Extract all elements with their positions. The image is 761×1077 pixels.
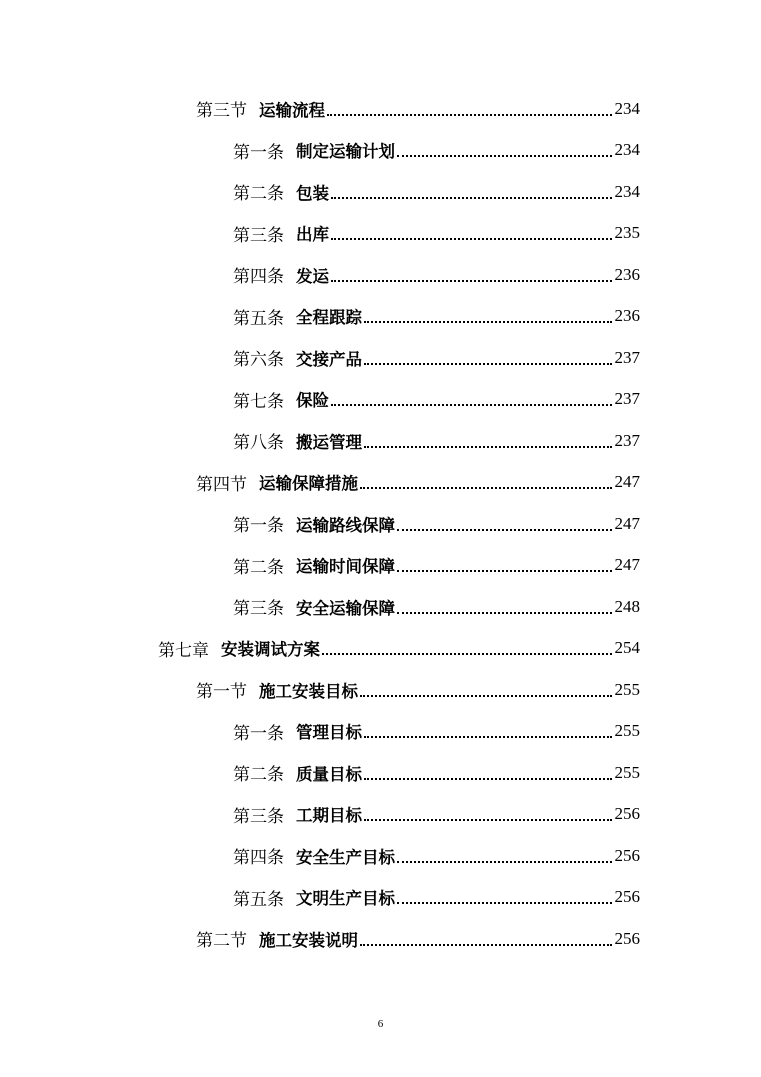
toc-entry-page: 237 [614,389,640,409]
toc-entry-page: 254 [614,638,640,658]
toc-entry-page: 234 [614,140,640,160]
toc-entry-page: 234 [614,181,640,201]
toc-entry[interactable] [0,794,640,836]
toc-dot-leader [364,363,612,365]
toc-dot-leader [331,197,612,199]
toc-entry-title: 施工安装目标 [259,681,358,701]
toc-entry[interactable] [0,130,640,172]
page-number: 6 [377,1018,384,1030]
toc-entry-number: 第一条 [233,142,284,162]
toc-entry-title: 运输保障措施 [259,474,358,494]
toc-entry[interactable] [0,462,640,504]
toc-dot-leader [360,695,612,697]
toc-entry-number: 第五条 [233,308,284,328]
toc-entry[interactable] [0,171,640,213]
toc-entry-page: 234 [614,98,640,118]
toc-entry-title: 出库 [296,225,329,245]
toc-entry-page: 256 [614,887,640,907]
toc-dot-leader [364,819,612,821]
toc-entry-title: 制定运输计划 [296,142,395,162]
toc-entry-number: 第三条 [233,599,284,619]
toc-entry[interactable] [0,835,640,877]
toc-entry-title: 安全生产目标 [296,847,395,867]
toc-entry[interactable] [0,545,640,587]
toc-entry[interactable] [0,337,640,379]
toc-entry-number: 第四条 [233,267,284,287]
toc-entry-number: 第一条 [233,516,284,536]
toc-entry-title: 包装 [296,183,329,203]
toc-entry-title: 运输时间保障 [296,557,395,577]
toc-entry-title: 质量目标 [296,764,362,784]
toc-dot-leader [360,487,612,489]
toc-dot-leader [331,404,612,406]
toc-entry-number: 第六条 [233,350,284,370]
toc-entry-title: 交接产品 [296,349,362,369]
toc-entry-number: 第二节 [196,931,247,951]
toc-dot-leader [397,529,612,531]
toc-entry[interactable] [0,711,640,753]
toc-dot-leader [364,778,612,780]
toc-entry-title: 管理目标 [296,723,362,743]
toc-entry-title: 安装调试方案 [221,640,320,660]
toc-entry-page: 255 [614,679,640,699]
toc-entry-number: 第八条 [233,433,284,453]
toc-entry-number: 第五条 [233,889,284,909]
toc-entry-title: 运输路线保障 [296,515,395,535]
toc-entry[interactable] [0,877,640,919]
toc-entry[interactable] [0,296,640,338]
toc-entry[interactable] [0,628,640,670]
toc-entry-number: 第七条 [233,391,284,411]
toc-entry-page: 247 [614,513,640,533]
toc-entry[interactable] [0,503,640,545]
toc-entry-page: 236 [614,264,640,284]
toc-entry-page: 237 [614,430,640,450]
toc-entry-title: 文明生产目标 [296,889,395,909]
toc-entry-title: 全程跟踪 [296,308,362,328]
toc-dot-leader [360,944,612,946]
toc-entry-number: 第七章 [158,640,209,660]
toc-entry[interactable] [0,918,640,960]
toc-dot-leader [397,155,612,157]
toc-entry-number: 第三条 [233,806,284,826]
toc-entry-number: 第一节 [196,682,247,702]
toc-dot-leader [397,902,612,904]
toc-entry[interactable] [0,420,640,462]
toc-dot-leader [364,446,612,448]
toc-entry-number: 第四条 [233,848,284,868]
toc-entry-number: 第三节 [196,101,247,121]
toc-dot-leader [322,653,612,655]
toc-entry-page: 247 [614,472,640,492]
toc-entry[interactable] [0,669,640,711]
toc-entry-title: 运输流程 [259,100,325,120]
toc-entry-number: 第二条 [233,765,284,785]
toc-dot-leader [397,861,612,863]
toc-entry[interactable] [0,586,640,628]
toc-entry-page: 247 [614,555,640,575]
toc-entry-page: 256 [614,928,640,948]
toc-entry-page: 255 [614,721,640,741]
toc-entry[interactable] [0,379,640,421]
toc-entry-page: 255 [614,762,640,782]
toc-entry-title: 工期目标 [296,806,362,826]
toc-entry-number: 第二条 [233,184,284,204]
toc-dot-leader [364,321,612,323]
toc-dot-leader [327,114,612,116]
toc-entry[interactable] [0,88,640,130]
toc-dot-leader [331,280,612,282]
toc-list [0,88,640,960]
toc-entry-number: 第三条 [233,225,284,245]
toc-dot-leader [397,570,612,572]
toc-dot-leader [331,238,612,240]
toc-entry-page: 256 [614,804,640,824]
toc-entry-page: 237 [614,347,640,367]
toc-entry-title: 保险 [296,391,329,411]
toc-entry-title: 发运 [296,266,329,286]
toc-entry-page: 235 [614,223,640,243]
toc-dot-leader [397,612,612,614]
toc-entry-title: 安全运输保障 [296,598,395,618]
toc-entry-number: 第一条 [233,723,284,743]
toc-dot-leader [364,736,612,738]
toc-entry[interactable] [0,213,640,255]
toc-entry[interactable] [0,254,640,296]
toc-entry[interactable] [0,752,640,794]
toc-entry-title: 搬运管理 [296,432,362,452]
toc-entry-page: 256 [614,845,640,865]
toc-entry-title: 施工安装说明 [259,930,358,950]
toc-entry-number: 第二条 [233,557,284,577]
toc-entry-page: 248 [614,596,640,616]
toc-entry-number: 第四节 [196,474,247,494]
toc-entry-page: 236 [614,306,640,326]
